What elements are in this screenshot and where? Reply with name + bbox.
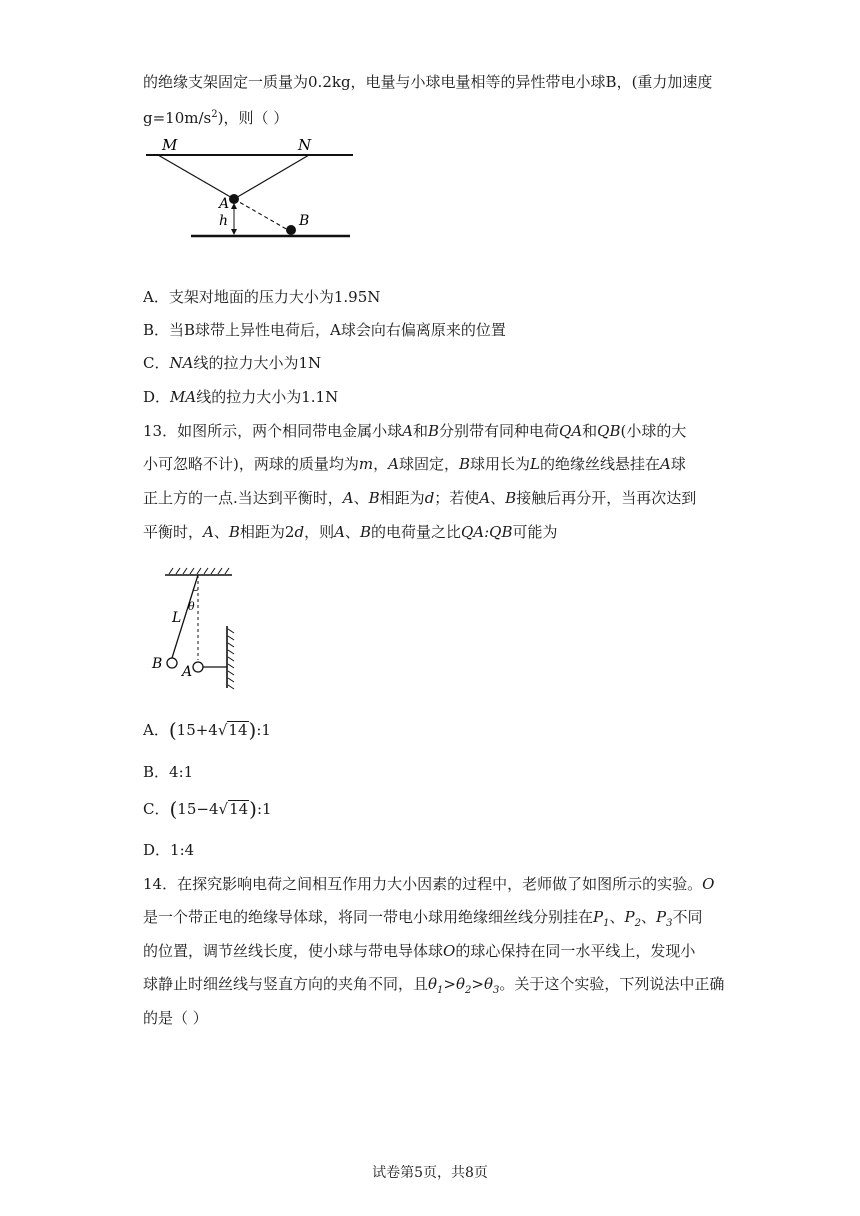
q12-label-M: M bbox=[162, 136, 178, 154]
q12-stem-line2: $g=10m/s^2$)，则（ ） bbox=[143, 109, 289, 127]
q12-figure bbox=[143, 136, 358, 241]
q14-stem-line1: 14．在探究影响电荷之间相互作用力大小因素的过程中，老师做了如图所示的实验。O bbox=[143, 875, 715, 893]
q13-stem-line3: 正上方的一点.当达到平衡时，A、B相距为d；若使A、B接触后再分开，当再次达到 bbox=[143, 489, 697, 507]
q13-option-b: B．4:1 bbox=[143, 763, 194, 781]
q12-label-A: A bbox=[219, 196, 230, 212]
q13-option-c: C．(15−4√14):1 bbox=[143, 797, 272, 821]
q12-label-B: B bbox=[299, 213, 310, 229]
q13-stem-line4: 平衡时，A、B相距为2d，则A、B的电荷量之比QA:QB可能为 bbox=[143, 523, 558, 541]
q13-label-L: L bbox=[172, 610, 182, 626]
q13-label-theta: θ bbox=[188, 600, 195, 613]
q14-stem-line3: 的位置，调节丝线长度，使小球与带电导体球O的球心保持在同一水平线上，发现小 bbox=[143, 942, 696, 960]
q12-option-d: D．MA线的拉力大小为1.1N bbox=[143, 388, 339, 406]
q14-stem-line4: 球静止时细丝线与竖直方向的夹角不同，且$\theta_1>\theta_2>\theta_3$。关于这个实验，下列说法中正确 bbox=[143, 975, 725, 996]
q14-stem-line5: 的是（ ） bbox=[143, 1009, 208, 1027]
q12-stem-line1: 的绝缘支架固定一质量为0.2kg，电量与小球电量相等的异性带电小球B，(重力加速度 bbox=[143, 73, 713, 91]
q14-stem-line2: 是一个带正电的绝缘导体球，将同一带电小球用绝缘细丝线分别挂在$P_1$、$P_2$、$P_3$不同 bbox=[143, 908, 703, 929]
sqrt-icon: √ bbox=[218, 800, 229, 818]
q12-option-a: A．支架对地面的压力大小为1.95N bbox=[143, 288, 381, 306]
q13-option-d: D．1:4 bbox=[143, 841, 195, 859]
sqrt-icon: √ bbox=[217, 721, 228, 739]
q13-label-A: A bbox=[182, 664, 193, 680]
page-footer: 试卷第5页，共8页 bbox=[372, 1165, 488, 1181]
q13-option-a: A．(15+4√14):1 bbox=[143, 718, 271, 742]
q13-label-B: B bbox=[152, 656, 163, 672]
q13-stem-line1: 13．如图所示，两个相同带电金属小球A和B分别带有同种电荷QA和QB(小球的大 bbox=[143, 422, 687, 440]
q12-option-c: C．NA线的拉力大小为1N bbox=[143, 354, 322, 372]
q12-label-N: N bbox=[298, 136, 312, 154]
q12-label-h: h bbox=[219, 213, 229, 229]
q13-figure bbox=[148, 564, 238, 694]
q12-option-b: B．当B球带上异性电荷后，A球会向右偏离原来的位置 bbox=[143, 321, 506, 339]
q13-stem-line2: 小可忽略不计)，两球的质量均为m，A球固定，B球用长为L的绝缘丝线悬挂在A球 bbox=[143, 455, 686, 473]
